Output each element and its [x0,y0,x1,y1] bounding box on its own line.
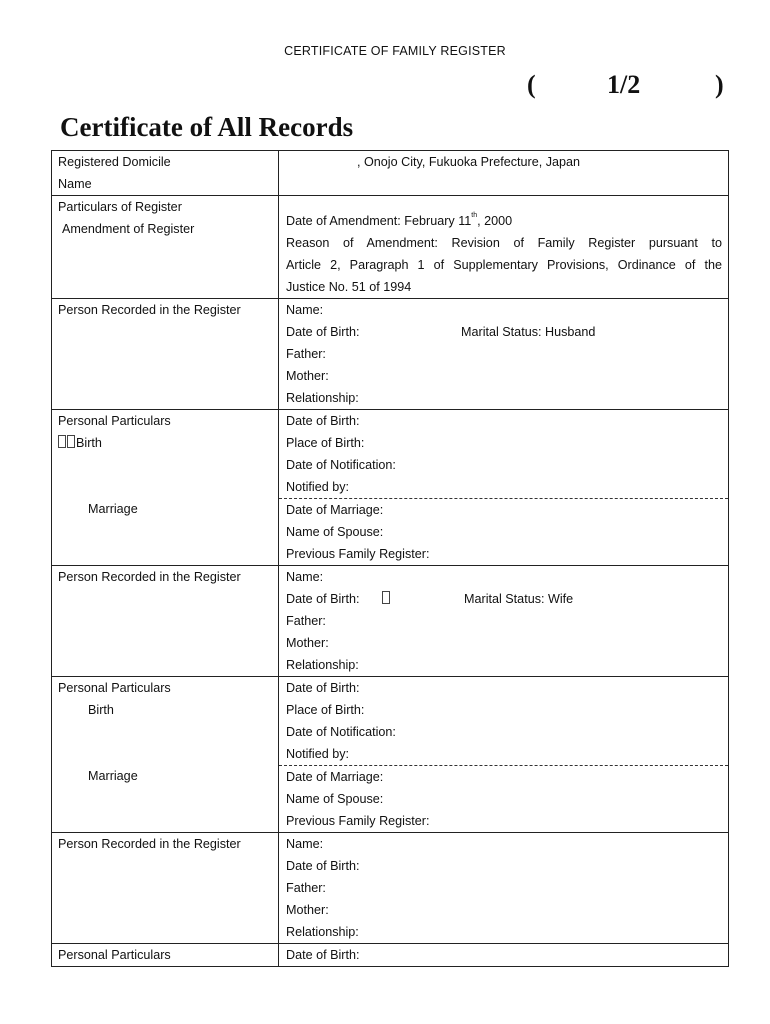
person-relationship: Relationship: [286,925,359,939]
amendment-reason-line-3: Justice No. 51 of 1994 [286,280,412,294]
person-name: Name: [286,837,324,851]
page-close-paren: ) [715,70,724,99]
marriage-date: Date of Marriage: [286,503,384,517]
birth-date: Date of Birth: [286,681,360,695]
person-recorded-label: Person Recorded in the Register [58,303,241,317]
notified-by: Notified by: [286,480,349,494]
birth-label: Birth [52,432,278,454]
page-indicator [527,70,727,102]
registered-domicile-label: Registered Domicile [58,155,171,169]
domicile-value-cell [279,151,729,196]
person-relationship: Relationship: [286,658,359,672]
notification-date: Date of Notification: [286,458,396,472]
amendment-reason-line-1: Reason of Amendment: Revision of Family Register pursuant to [286,236,722,250]
personal-particulars-label: Personal Particulars [58,414,171,428]
marriage-label: Marriage [88,502,138,516]
page-title: Certificate of All Records [60,112,354,142]
domicile-label-cell [52,151,279,196]
person-dob-line: Date of Birth: Marital Status: Husband [286,325,596,339]
personal-particulars-label: Personal Particulars [58,948,171,962]
marital-status: Marital Status: Wife [464,592,574,606]
amendment-of-register-label: Amendment of Register [62,222,195,236]
person-dob: Date of Birth: [286,859,360,873]
person-row-2 [52,566,729,677]
previous-register: Previous Family Register: [286,814,430,828]
spouse-name: Name of Spouse: [286,525,384,539]
particulars-of-register-label: Particulars of Register [58,200,182,214]
marriage-date: Date of Marriage: [286,770,384,784]
previous-register: Previous Family Register: [286,547,430,561]
birth-date: Date of Birth: [286,414,360,428]
person-mother: Mother: [286,636,329,650]
marriage-block [279,765,728,832]
particulars-row-1 [52,410,729,566]
register-table [51,150,729,967]
person-name: Name: [286,570,324,584]
birth-place: Place of Birth: [286,703,365,717]
page-open-paren: ( [527,70,536,99]
person-dob-line: Date of Birth: Marital Status: Wife [286,592,574,606]
spouse-name: Name of Spouse: [286,792,384,806]
notified-by: Notified by: [286,747,349,761]
marriage-label: Marriage [88,769,138,783]
missing-glyph-icon [382,591,390,604]
domicile-row [52,151,729,196]
birth-label: Birth [88,703,114,717]
domicile-value: , Onojo City, Fukuoka Prefecture, Japan [357,155,581,169]
person-father: Father: [286,347,326,361]
particulars-row-3 [52,944,729,967]
amendment-row [52,196,729,299]
person-row-1 [52,299,729,410]
missing-glyph-icon [58,435,66,448]
person-father: Father: [286,614,326,628]
document-heading: CERTIFICATE OF FAMILY REGISTER [284,44,506,58]
person-mother: Mother: [286,369,329,383]
birth-place: Place of Birth: [286,436,365,450]
name-label: Name [58,177,92,191]
person-father: Father: [286,881,326,895]
notification-date: Date of Notification: [286,725,396,739]
birth-date: Date of Birth: [286,948,360,962]
personal-particulars-label: Personal Particulars [58,681,171,695]
particulars-row-2 [52,677,729,833]
amendment-reason-line-2: Article 2, Paragraph 1 of Supplementary Provisions, Ordinance of the [286,258,722,272]
person-recorded-label: Person Recorded in the Register [58,570,241,584]
marriage-block [279,498,728,565]
person-mother: Mother: [286,903,329,917]
missing-glyph-icon [67,435,75,448]
page-number: 1/2 [607,70,641,99]
marital-status: Marital Status: Husband [461,325,596,339]
person-relationship: Relationship: [286,391,359,405]
amendment-date: Date of Amendment: February 11th, 2000 [286,212,513,228]
person-name: Name: [286,303,324,317]
person-row-3 [52,833,729,944]
person-recorded-label: Person Recorded in the Register [58,837,241,851]
